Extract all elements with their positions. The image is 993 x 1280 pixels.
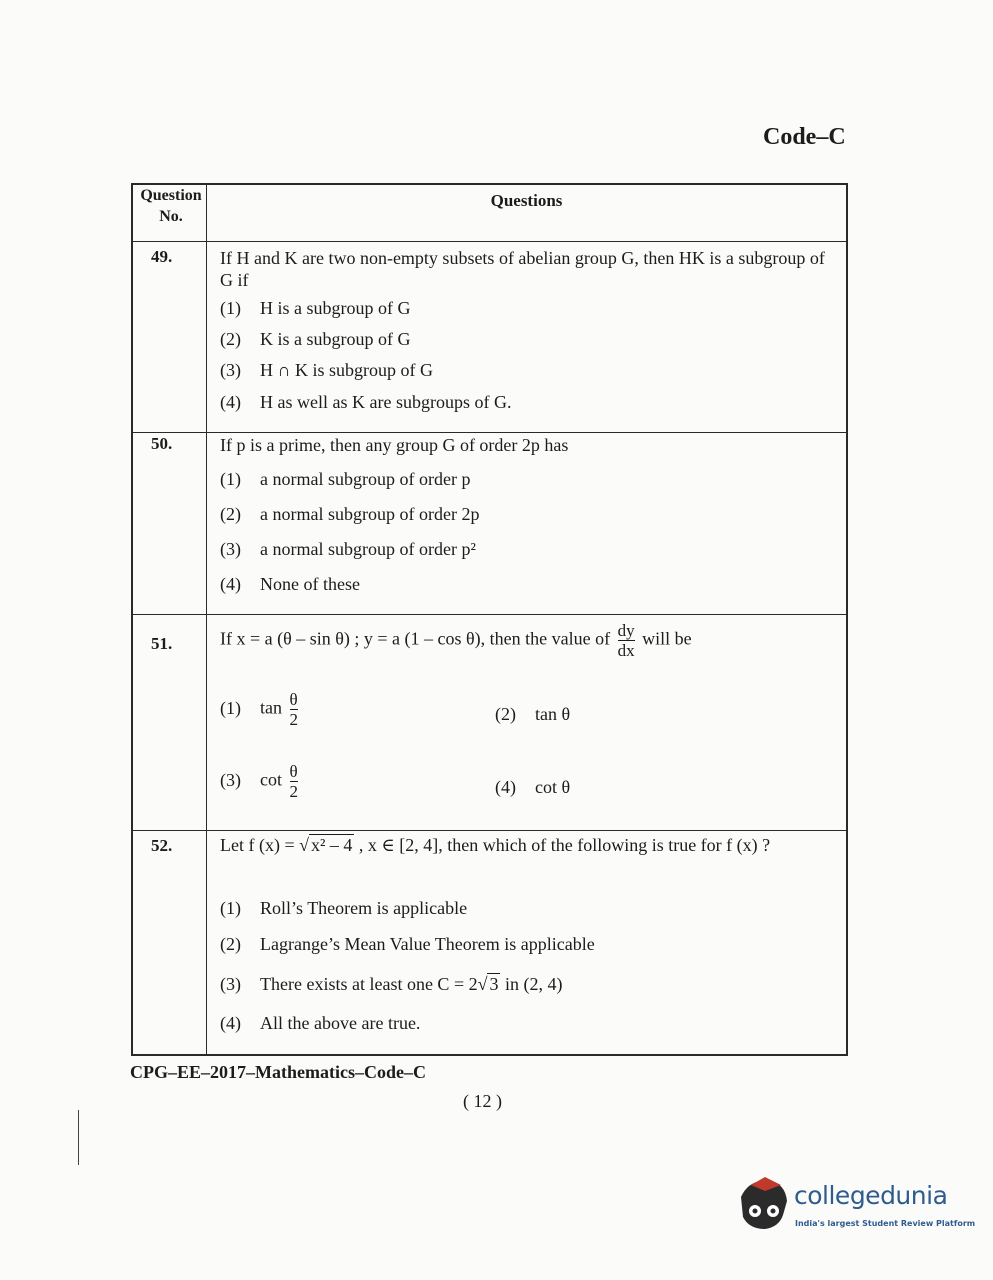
- option-number: (1): [220, 697, 241, 718]
- option: [220, 298, 411, 319]
- margin-mark: [78, 1110, 79, 1165]
- question-stem: Let f (x) = √ x² – 4 , x ∈ [2, 4], then which of the following is true for f (x) ?: [220, 835, 771, 855]
- footer-code: CPG–EE–2017–Mathematics–Code–C: [130, 1062, 426, 1082]
- option: [220, 392, 511, 413]
- option-number: (2): [220, 329, 241, 349]
- option-text: a normal subgroup of order p²: [260, 539, 476, 559]
- option-number: (1): [220, 898, 241, 918]
- stem-text: will be: [642, 628, 692, 649]
- question-table: [131, 183, 848, 1056]
- column-header-questions: Questions: [490, 191, 563, 210]
- option: [220, 574, 360, 595]
- option-text: cot θ: [535, 777, 571, 797]
- fraction-denominator: 2: [289, 710, 298, 729]
- question-stem: If p is a prime, then any group G of order 2p has: [220, 435, 569, 455]
- option-number: (3): [220, 539, 241, 559]
- option-number: (3): [220, 769, 241, 790]
- fraction-numerator: dy: [617, 621, 635, 640]
- watermark-logo: [735, 1175, 976, 1245]
- column-divider: [206, 185, 207, 1054]
- option-number: (3): [220, 360, 241, 380]
- option: [220, 690, 301, 729]
- option-number: (2): [220, 504, 241, 524]
- option: [220, 504, 479, 525]
- option: [220, 539, 476, 560]
- fraction-numerator: θ: [289, 762, 298, 781]
- question-number: 50.: [151, 434, 173, 453]
- option: [220, 360, 433, 381]
- option-fraction: [290, 690, 299, 729]
- row-divider: [133, 432, 846, 433]
- option-text: There exists at least one C = 2: [260, 974, 478, 994]
- radicand: x² – 4: [311, 835, 353, 855]
- option-function: tan: [260, 697, 282, 718]
- stem-text: If x = a (θ – sin θ) ; y = a (1 – cos θ), then the value of: [220, 628, 611, 649]
- option-text: a normal subgroup of order 2p: [260, 504, 480, 524]
- option-text: All the above are true.: [260, 1013, 421, 1033]
- option: [220, 1013, 420, 1034]
- option-text: Roll’s Theorem is applicable: [260, 898, 468, 918]
- question-number: 51.: [151, 634, 173, 653]
- option-number: (3): [220, 974, 241, 994]
- option: [220, 934, 595, 955]
- option: [220, 898, 467, 919]
- page-number: ( 12 ): [463, 1091, 502, 1111]
- option: [495, 777, 570, 798]
- option-number: (1): [220, 469, 241, 489]
- option: [220, 762, 301, 801]
- option-number: (4): [220, 574, 241, 594]
- option-text: H as well as K are subgroups of G.: [260, 392, 512, 412]
- option-text: H is a subgroup of G: [260, 298, 411, 318]
- fraction-numerator: θ: [289, 690, 298, 709]
- option-number: (4): [220, 392, 241, 412]
- option-text: in (2, 4): [504, 974, 563, 994]
- option-text: Lagrange’s Mean Value Theorem is applicable: [260, 934, 595, 954]
- derivative-fraction: [618, 621, 635, 660]
- watermark-name: collegedunia: [794, 1181, 948, 1210]
- option: [495, 704, 570, 725]
- row-divider: [133, 830, 846, 831]
- option: (3) There exists at least one C = 2√ 3 in (2, 4): [220, 974, 563, 994]
- question-stem: [220, 621, 692, 660]
- stem-text: , x ∈ [2, 4], then which of the following is true for f (x) ?: [358, 835, 771, 855]
- watermark-tagline: India's largest Student Review Platform: [795, 1219, 976, 1228]
- student-mascot-icon: [735, 1175, 791, 1237]
- option-number: (4): [220, 1013, 241, 1033]
- question-stem: If H and K are two non-empty subsets of abelian group G, then HK is a subgroup of G if: [220, 248, 825, 290]
- option: [220, 469, 470, 490]
- question-number: 49.: [151, 247, 173, 266]
- option-text: H ∩ K is subgroup of G: [260, 360, 433, 380]
- option-number: (2): [495, 704, 516, 724]
- question-number: 52.: [151, 836, 173, 855]
- radicand: 3: [489, 974, 499, 994]
- row-divider: [133, 241, 846, 242]
- option-number: (2): [220, 934, 241, 954]
- option-number: (1): [220, 298, 241, 318]
- option-text: tan θ: [535, 704, 571, 724]
- fraction-denominator: dx: [617, 641, 635, 660]
- option-text: K is a subgroup of G: [260, 329, 411, 349]
- option-text: None of these: [260, 574, 360, 594]
- column-header-number: Question No.: [140, 187, 202, 225]
- option-number: (4): [495, 777, 516, 797]
- option-fraction: [290, 762, 299, 801]
- option: [220, 329, 411, 350]
- code-label: Code–C: [763, 124, 846, 150]
- fraction-denominator: 2: [289, 782, 298, 801]
- option-function: cot: [260, 769, 282, 790]
- option-text: a normal subgroup of order p: [260, 469, 471, 489]
- stem-text: Let f (x) =: [220, 835, 295, 855]
- row-divider: [133, 614, 846, 615]
